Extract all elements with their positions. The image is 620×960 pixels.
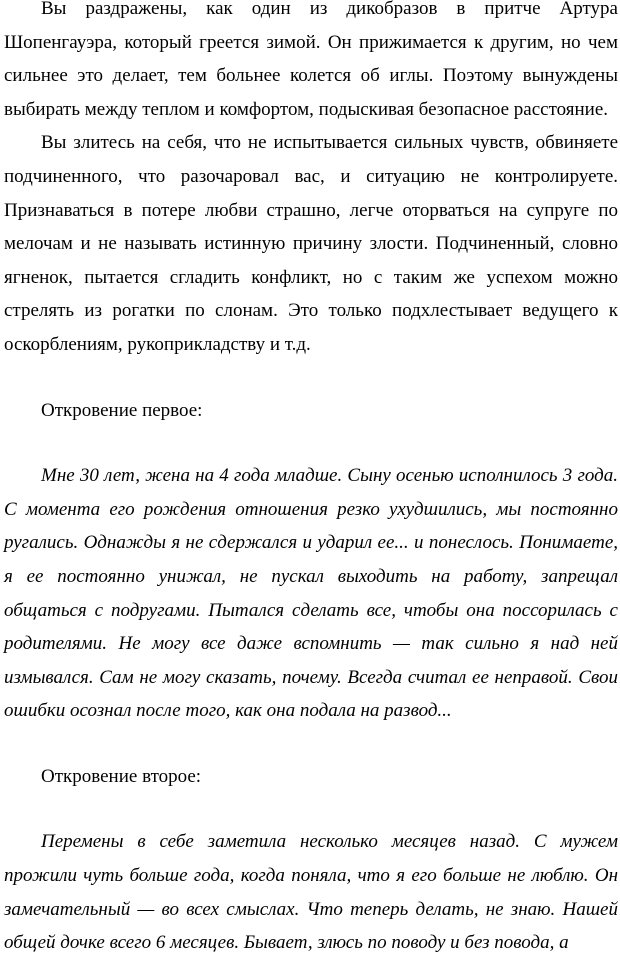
revelation-1-text: Мне 30 лет, жена на 4 года младше. Сыну осенью исполнилось 3 года. С момента его рождения отношения резко ухудшились, мы постоянно ругались. Однажды я не сдержался и ударил ее... и понеслось. Понимаете, я ее постоянно унижал, не пускал выходить на работу, запрещал общаться с подругами. Пытался сделать все, чтобы она поссорилась с родителями. Не могу все даже вспомнить — так сильно я над ней измывался. Сам не могу сказать, почему. Всегда считал ее неправой. Свои ошибки осознал после того, как она подала на развод... (4, 465, 618, 722)
paragraph-porcupine-parable: Вы раздражены, как один из дикобразов в притче Артура Шопенгауэра, который греется зимой. Он прижимается к другим, но чем сильнее это делает, тем больнее колется об иглы. Поэтому вынуждены выбирать между теплом и комфортом, подыскивая безопасное расстояние. (4, 0, 618, 120)
revelation-2-heading: Откровение второе: (41, 765, 202, 787)
spacer (4, 362, 618, 394)
revelation-2-text: Перемены в себе заметила несколько месяцев назад. С мужем прожили чуть больше года, когда поняла, что я его больше не люблю. Он замечательный — во всех смыслах. Что теперь делать, не знаю. Нашей общей дочке всего 6 месяцев. Бывает, злюсь по поводу и без повода, а (4, 831, 618, 954)
paragraph-self-anger: Вы злитесь на себя, что не испытывается сильных чувств, обвиняете подчиненного, что разочаровал вас, и ситуацию не контролируете. Признаваться в потере любви страшно, легче оторваться на супруге по мелочам и не называть истинную причину злости. Подчиненный, словно ягненок, пытается сгладить конфликт, но с таким же успехом можно стрелять из рогатки по слонам. Это только подхлестывает ведущего к оскорблениям, рукоприкладству и т.д. (4, 132, 618, 355)
revelation-1-heading: Откровение первое: (41, 399, 203, 421)
spacer (4, 427, 618, 459)
spacer (4, 728, 618, 760)
spacer (4, 793, 618, 825)
